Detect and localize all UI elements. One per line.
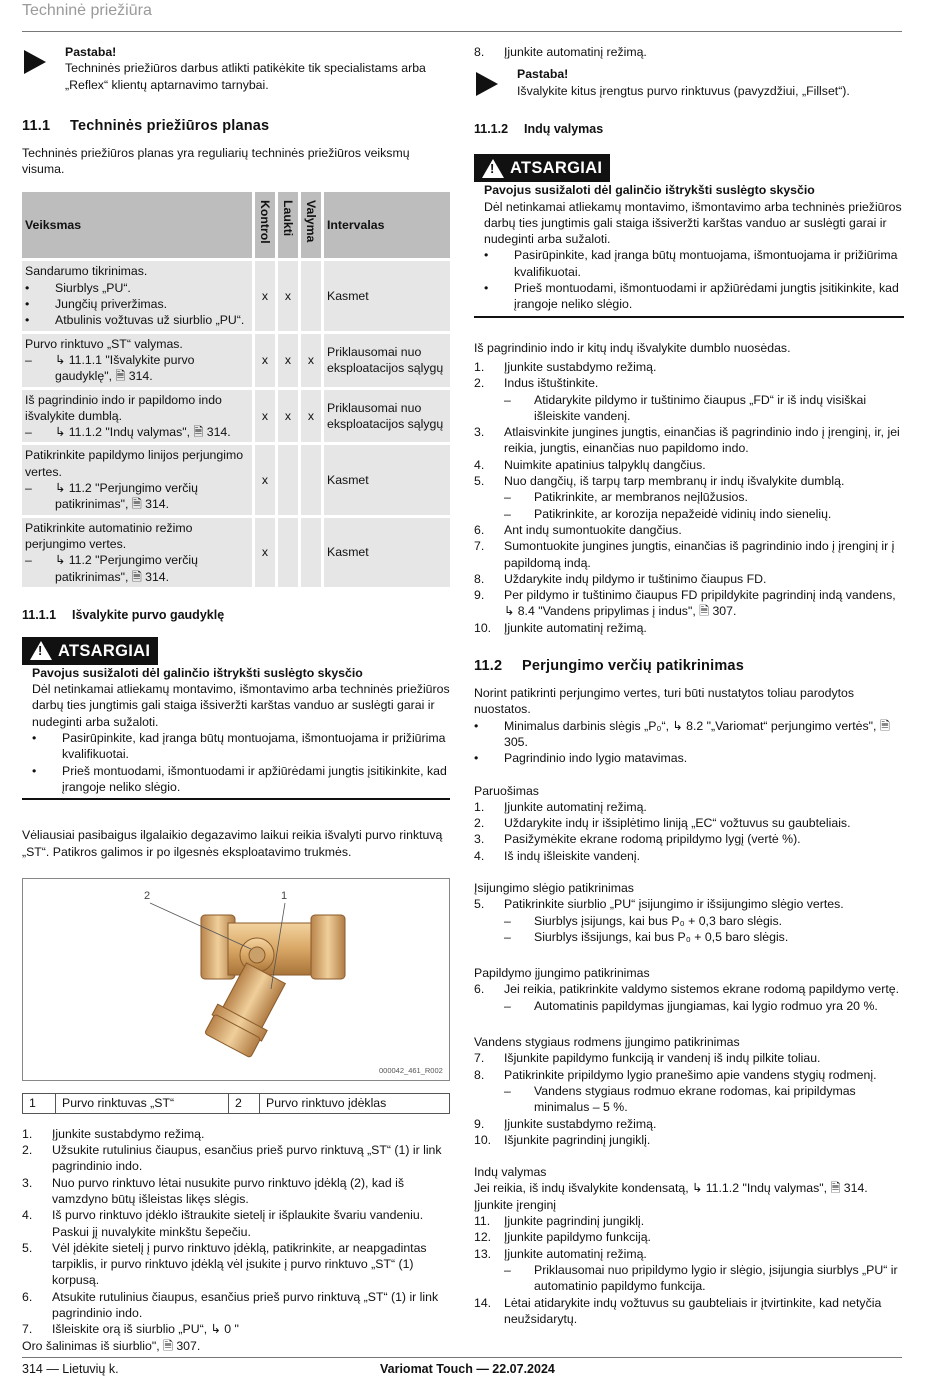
cross-reference-link[interactable]: ↳ 11.1.1 "Išvalykite purvo gaudyklę", 🗎 314. [55, 352, 195, 384]
figure-legend-table [22, 1093, 450, 1114]
caution-text: Dėl netinkamai atliekamų montavimo, išmontavimo arba techninės priežiūros darbų ties jungtimis gali staiga išsiveržti karštas vanduo ar suslėgti garai ir nudeginti arba sužaloti. [32, 682, 450, 729]
list-item: 3. Atlaisvinkite jungines jungtis, einančias iš pagrindinio indo į įrenginį, ir, jei reikia, jungtis, einančias nuo papildomo indo. [474, 425, 900, 456]
col-header-action: Veiksmas [22, 192, 252, 258]
subsection-title: Indų valymas [474, 1165, 547, 1180]
subsection-title: Papildymo įjungimo patikrinimas [474, 966, 650, 981]
list-item: 12. Įjunkite papildymo funkciją. [474, 1230, 651, 1245]
footer-page-number: 314 — Lietuvių k. [22, 1362, 119, 1376]
note-line: „Reflex“ klientų aptarnavimo tarnybai. [65, 77, 269, 92]
sub-item: – Siurblys išsijungs, kai bus P₀ + 0,5 baro slėgis. [504, 929, 789, 944]
list-item: 1. Įjunkite sustabdymo režimą. [22, 1126, 205, 1141]
caution-box: ! ATSARGIAI Pavojus susižaloti dėl galinčio ištrykšti suslėgto skysčio Dėl netinkamai atliekamų montavimo, išmontavimo arba techninės priežiūros darbų ties jungtimis gali staiga išsiveržti karštas vanduo ar suslėgti garai ir nudeginti arba sužaloti. • Pasirūpinkite, kad įranga būtų montuojama, išmontuojama ir prižiūrima kvalifikuotai. • Prieš montuodami, išmontuodami ir apžiūrėdami jungtis įsitikinkite, kad įrangoje neliko slėgio. [474, 154, 904, 317]
right-column [474, 44, 904, 1327]
page-header-title: Techninė priežiūra [22, 2, 152, 19]
subsection-title: Įsijungimo slėgio patikrinimas [474, 880, 634, 895]
section-heading-11-2: 11.2 Perjungimo verčių patikrinimas [474, 658, 744, 675]
footer-product: Variomat Touch — 22.07.2024 [380, 1362, 555, 1376]
sub-item: – Vandens stygiaus rodmuo ekrane rodomas, kai pripildymas minimalus – 5 %. [504, 1083, 856, 1115]
list-item: 4. Nuimkite apatinius talpyklų dangčius. [474, 457, 706, 472]
note-title: Pastaba! [517, 67, 569, 82]
list-item: 4. Iš indų išleiskite vandenį. [474, 848, 641, 863]
table-row: 1 Purvo rinktuvas „ST“ 2 Purvo rinktuvo įdėklas [23, 1093, 450, 1113]
col-header-interval: Intervalas [324, 192, 450, 258]
subsection-title: Paruošimas [474, 783, 539, 798]
list-item: 8. Įjunkite automatinį režimą. [474, 45, 647, 59]
note-title: Pastaba! [65, 45, 117, 59]
caution-title: Pavojus susižaloti dėl galinčio ištrykšti suslėgto skysčio [32, 665, 363, 680]
cross-reference-link[interactable]: ↳ 11.2 "Perjungimo verčių patikrinimas", 🗎 314. [55, 481, 198, 512]
list-item: 7. Išjunkite papildymo funkciją ir vandenį iš indų pilkite toliau. [474, 1051, 821, 1066]
dirt-trap-illustration [23, 879, 449, 1078]
table-row: Iš pagrindinio indo ir papildomo indo išvalykite dumblą. – ↳ 11.1.2 "Indų valymas", 🗎 314. x x x Priklausomai nuo eksploatacijos sąlygų [22, 390, 450, 443]
note-line: Išvalykite kitus įrengtus purvo rinktuvus (pavyzdžiui, „Fillset“). [517, 83, 850, 98]
section-heading-11-1-2: 11.1.2 Indų valymas [474, 122, 604, 137]
vessel-cleaning-steps [474, 359, 904, 636]
sub-item: – Patikrinkite, ar korozija nepažeidė vidinių indo sienelių. [504, 506, 832, 521]
col-header-wait: Laukti [278, 192, 298, 258]
caution-box: ! ATSARGIAI Pavojus susižaloti dėl galinčio ištrykšti suslėgto skysčio Dėl netinkamai atliekamų montavimo, išmontavimo arba techninės priežiūros darbų ties jungtimis gali staiga išsiveržti karštas vanduo ar suslėgti garai ir nudeginti arba sužaloti. • Pasirūpinkite, kad įranga būtų montuojama, išmontuojama ir prižiūrima kvalifikuotai. • Prieš montuodami, išmontuodami ir apžiūrėdami jungtis įsitikinkite, kad įrangoje neliko slėgio. [22, 637, 450, 800]
list-item-tail: Oro šalinimas iš siurblio", 🗎 307. [22, 1338, 201, 1353]
cross-reference-link[interactable]: Jei reikia, iš indų išvalykite kondensatą, ↳ 11.1.2 "Indų valymas", 🗎 314. [474, 1181, 868, 1196]
col-header-clean: Valyma [301, 192, 321, 258]
header-divider [22, 31, 902, 32]
list-item: 11. Įjunkite pagrindinį jungiklį. [474, 1214, 645, 1229]
subsection-title: Įjunkite įrenginį [474, 1197, 557, 1212]
switch-values-intro: Norint patikrinti perjungimo vertes, turi būti nustatytos toliau parodytos nuostatos. [474, 686, 855, 717]
dirt-trap-figure [22, 878, 450, 1081]
list-item: 14. Lėtai atidarykite indų vožtuvus su gaubteliais ir įtvirtinkite, kad netyčia neužsidarytų. [474, 1295, 882, 1326]
sub-item: – Patikrinkite, ar membranos neįlūžusios. [504, 490, 748, 505]
list-item: 2. Indus ištuštinkite. [474, 376, 599, 391]
figure-label-2: 2 [144, 889, 151, 902]
table-row: Patikrinkite automatinio režimo perjungimo vertes. – ↳ 11.2 "Perjungimo verčių patikrinimas", 🗎 314. x Kasmet [22, 518, 450, 587]
note-line: Techninės priežiūros darbus atlikti patikėkite tik specialistams arba [65, 61, 426, 76]
col-header-control: Kontrol [255, 192, 275, 258]
table-row: Purvo rinktuvo „ST“ valymas. – ↳ 11.1.1 "Išvalykite purvo gaudyklę", 🗎 314. x x x Priklausomai nuo eksploatacijos sąlygų [22, 334, 450, 387]
list-item: • Minimalus darbinis slėgis „P₀“, ↳ 8.2 "„Variomat“ perjungimo vertės", 🗎 305. [474, 718, 904, 751]
sub-item: – Automatinis papildymas įjungiamas, kai lygio rodmuo yra 20 %. [504, 998, 878, 1013]
table-row: Sandarumo tikrinimas. • Siurblys „PU“. • Jungčių priveržimas. • Atbulinis vožtuvas už siurblio „PU“. x x Kasmet [22, 261, 450, 330]
list-item: 1. Įjunkite automatinį režimą. [474, 799, 647, 814]
list-item: 3. Nuo purvo rinktuvo lėtai nusukite purvo rinktuvo įdėklą (2), kad iš vamzdyno būtų išleistas likęs slėgis. [22, 1175, 404, 1206]
list-item: 6. Ant indų sumontuokite dangčius. [474, 522, 682, 537]
caution-badge: ! ATSARGIAI [22, 637, 158, 665]
list-item: 5. Patikrinkite siurblio „PU“ įsijungimo ir išsijungimo slėgio vertes. [474, 897, 844, 912]
list-item: 6. Atsukite rutulinius čiaupus, esančius prieš purvo rinktuvą „ST“ (1) ir link pagrindinio indo. [22, 1289, 439, 1321]
subsection-title: Vandens stygiaus rodmens įjungimo patikrinimas [474, 1035, 740, 1050]
plan-intro: Techninės priežiūros planas yra reguliarių techninės priežiūros veiksmų visuma. [22, 145, 410, 177]
section-heading-11-1: 11.1 Techninės priežiūros planas [22, 117, 270, 134]
list-item: 3. Pasižymėkite ekrane rodomą pripildymo lygį (vertė %). [474, 832, 801, 847]
cross-reference-link[interactable]: Per pildymo ir tuštinimo čiaupus FD pripildykite pagrindinį indą vandens, ↳ 8.4 "Vandens pripylimas į indus", 🗎 307. [504, 588, 896, 619]
cross-reference-link[interactable]: ↳ 11.1.2 "Indų valymas", 🗎 314. [55, 425, 231, 440]
figure-label-1: 1 [281, 889, 288, 902]
list-item: 2. Užsukite rutulinius čiaupus, esančius prieš purvo rinktuvą „ST“ (1) ir link pagrindinio indo. [22, 1143, 442, 1174]
list-item: 5. Nuo dangčių, iš tarpų tarp membranų ir indų išvalykite dumblą. [474, 474, 845, 489]
note-arrow-icon [24, 50, 46, 74]
warning-triangle-icon [482, 159, 504, 178]
cross-reference-link[interactable]: Išleiskite orą iš siurblio „PU“, ↳ 0 " [52, 1322, 239, 1337]
table-header-row [22, 192, 450, 258]
warning-triangle-icon [30, 641, 52, 660]
list-item: 10. Įjunkite automatinį režimą. [474, 620, 647, 635]
list-item: 8. Uždarykite indų pildymo ir tuštinimo čiaupus FD. [474, 571, 767, 586]
list-item: 8. Patikrinkite pripildymo lygio pranešimo apie vandens stygių rodmenį. [474, 1067, 877, 1082]
list-item: 4. Iš purvo rinktuvo įdėklo ištraukite sietelį ir išplaukite švariu vandeniu. Paskui jį nuvalykite minkštu šepečiu. [22, 1208, 424, 1239]
caution-text: Dėl netinkamai atliekamų montavimo, išmontavimo arba techninės priežiūros darbų ties jungtimis gali staiga išsiveržti karštas vanduo ar suslėgti garai ir nudeginti arba sužaloti. [484, 199, 902, 247]
note-box [474, 66, 904, 106]
list-item: 7. Sumontuokite jungines jungtis, einančias iš pagrindinio indo į įrenginį ir į papildomą indą. [474, 539, 895, 570]
maintenance-plan-table [19, 189, 453, 589]
vessel-cleaning-intro: Iš pagrindinio indo ir kitų indų išvalykite dumblo nuosėdas. [474, 340, 791, 355]
cross-reference-link[interactable]: Minimalus darbinis slėgis „P₀“, ↳ 8.2 "„Variomat“ perjungimo vertės", 🗎 305. [504, 718, 890, 749]
footer-divider [22, 1357, 902, 1358]
list-item: • Pagrindinio indo lygio matavimas. [474, 751, 688, 766]
list-item: 5. Vėl įdėkite sietelį į purvo rinktuvo įdėklą, patikrinkite, ar neapgadintas tarpiklis, ir purvo rinktuvo įdėklą vėl įsukite į purvo rinktuvo „ST“ (1) korpusą. [22, 1240, 427, 1288]
cleaning-paragraph: Vėliausiai pasibaigus ilgalaikio degazavimo laikui reikia išvalyti purvo rinktuvą „ST“. Patikros galimos ir po ilgesnės eksploatavimo trukmės. [22, 828, 443, 859]
sub-item: – Atidarykite pildymo ir tuštinimo čiaupus „FD“ ir iš indų visiškai išleiskite vandenį. [504, 392, 867, 423]
list-item: 1. Įjunkite sustabdymo režimą. [474, 359, 657, 374]
note-arrow-icon [476, 72, 498, 96]
caution-title: Pavojus susižaloti dėl galinčio ištrykšti suslėgto skysčio [484, 183, 815, 198]
figure-code: 000042_461_R002 [379, 1065, 443, 1075]
table-row: Patikrinkite papildymo linijos perjungimo vertes. – ↳ 11.2 "Perjungimo verčių patikrinimas", 🗎 314. x Kasmet [22, 445, 450, 514]
caution-badge: ! ATSARGIAI [474, 154, 610, 182]
sub-item: – Priklausomai nuo pripildymo lygio ir slėgio, įsijungia siurblys „PU“ ir automatinio papildymo funkcija. [504, 1262, 898, 1294]
list-item: 10. Išjunkite pagrindinį jungiklį. [474, 1132, 651, 1147]
list-item: 2. Uždarykite indų ir išsiplėtimo liniją „EC“ vožtuvus su gaubteliais. [474, 816, 851, 831]
list-item: 6. Jei reikia, patikrinkite valdymo sistemos ekrane rodomą papildymo vertę. [474, 982, 900, 997]
dirt-trap-steps [22, 1126, 450, 1354]
cross-reference-link[interactable]: ↳ 11.2 "Perjungimo verčių patikrinimas", 🗎 314. [55, 553, 198, 584]
list-item: 13. Įjunkite automatinį režimą. [474, 1246, 647, 1261]
left-column [22, 44, 450, 1354]
section-heading-11-1-1: 11.1.1 Išvalykite purvo gaudyklę [22, 607, 225, 622]
list-item: 9. Per pildymo ir tuštinimo čiaupus FD pripildykite pagrindinį indą vandens, ↳ 8.4 "Vandens pripylimas į indus", 🗎 307. [474, 587, 904, 620]
list-item: 9. Įjunkite sustabdymo režimą. [474, 1116, 657, 1131]
sub-item: – Siurblys įsijungs, kai bus P₀ + 0,3 baro slėgis. [504, 913, 783, 928]
list-item: 7. Išleiskite orą iš siurblio „PU“, ↳ 0 " [22, 1322, 239, 1337]
note-box [22, 44, 450, 93]
